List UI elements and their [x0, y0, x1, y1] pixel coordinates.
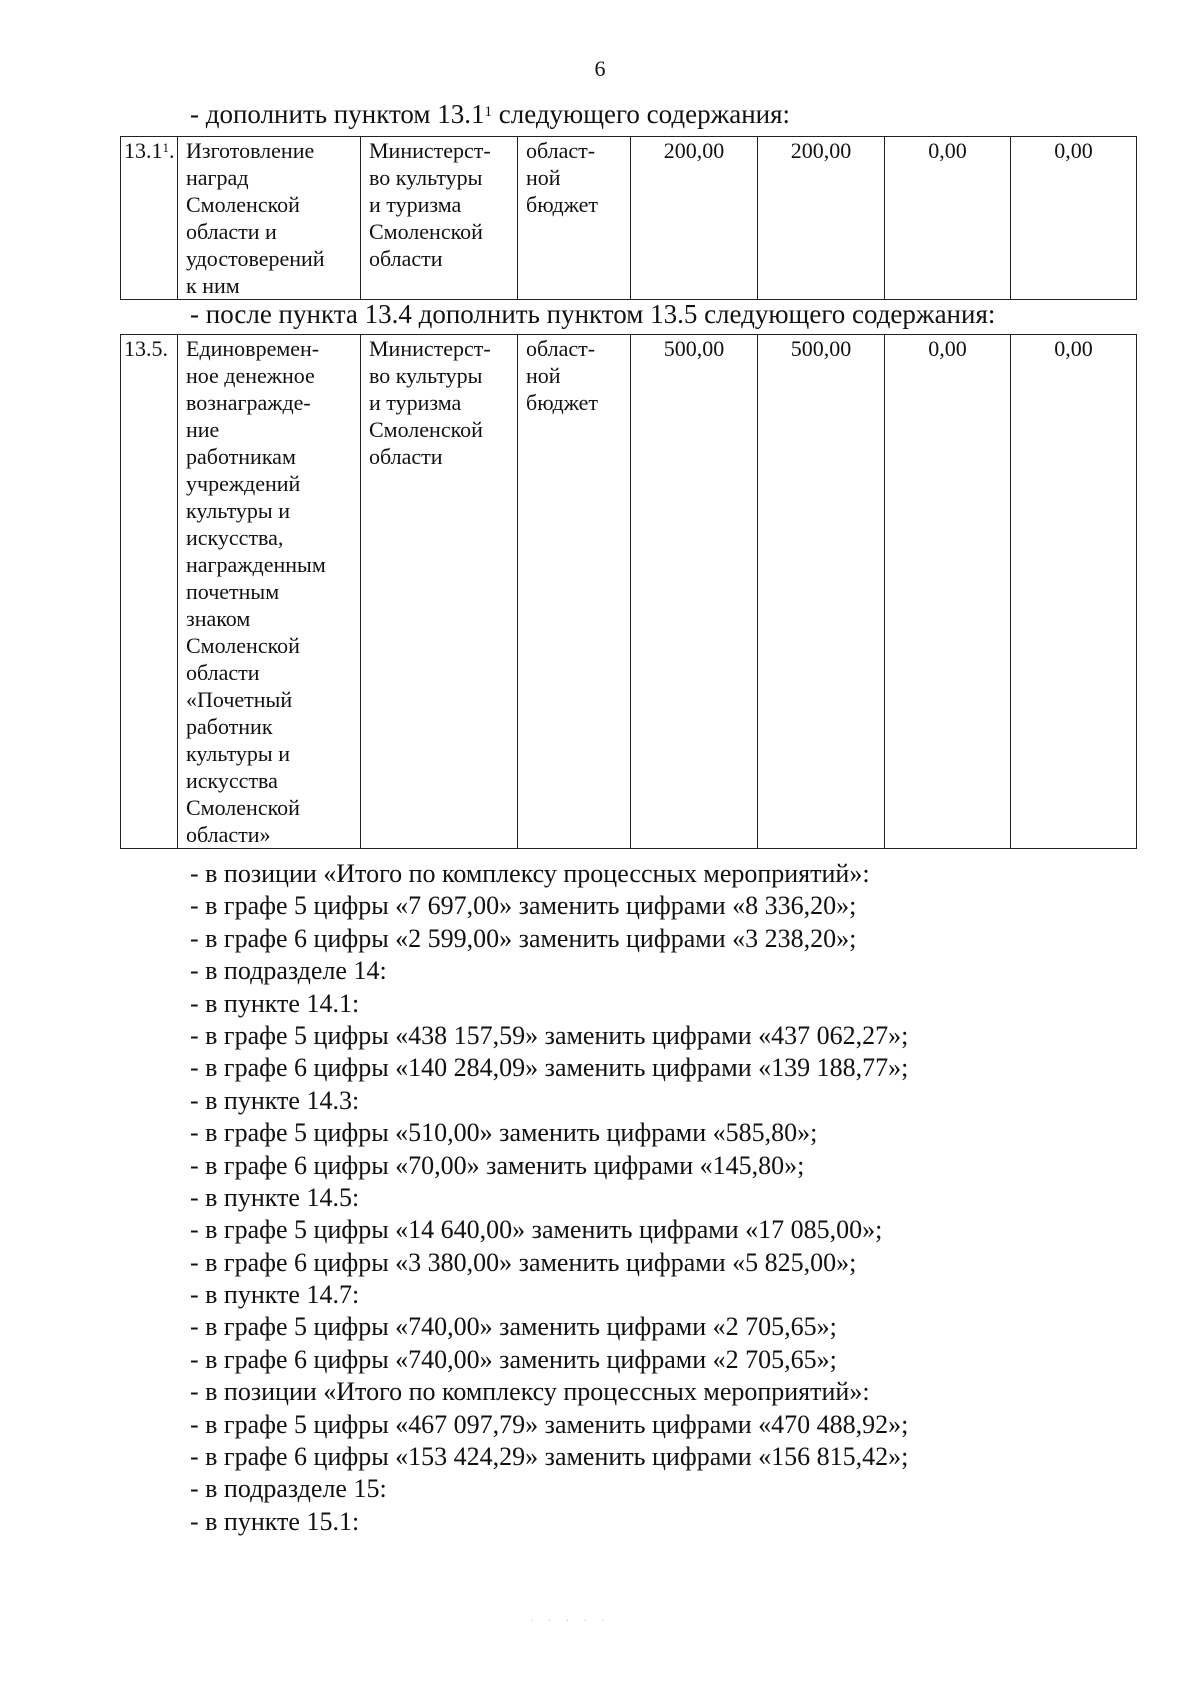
amendment-line: - в графе 5 цифры «467 097,79» заменить цифрами «470 488,92»;: [190, 1409, 909, 1439]
amendment-line: - в графе 6 цифры «3 380,00» заменить цифрами «5 825,00»;: [190, 1247, 857, 1277]
amendment-line: - в подразделе 15:: [190, 1474, 387, 1504]
amendment-line: - в графе 6 цифры «140 284,09» заменить цифрами «139 188,77»;: [190, 1053, 909, 1083]
section-b-intro: - после пункта 13.4 дополнить пунктом 13.5 следующего содержания:: [190, 299, 996, 329]
scan-artifact: · · · · ·: [530, 1616, 611, 1627]
cell-value-col6: 200,00: [758, 137, 885, 300]
amendment-line: - в графе 5 цифры «438 157,59» заменить цифрами «437 062,27»;: [190, 1020, 909, 1050]
amendment-line: - в графе 6 цифры «153 424,29» заменить цифрами «156 815,42»;: [190, 1442, 909, 1472]
amendment-line: - в подразделе 14:: [190, 956, 387, 986]
amendment-line: - в пункте 14.5:: [190, 1182, 360, 1212]
cell-value-col8: 0,00: [1011, 335, 1137, 849]
amendment-line: - в графе 5 цифры «14 640,00» заменить цифрами «17 085,00»;: [190, 1215, 883, 1245]
amendment-line: - в пункте 14.1:: [190, 988, 360, 1018]
cell-value-col5: 500,00: [631, 335, 758, 849]
amendment-line: - в пункте 15.1:: [190, 1506, 360, 1536]
amendment-line: - в графе 6 цифры «70,00» заменить цифрами «145,80»;: [190, 1150, 805, 1180]
cell-value-col7: 0,00: [885, 137, 1011, 300]
cell-source: област- ной бюджет: [518, 335, 631, 849]
amendment-line: - в позиции «Итого по комплексу процессных мероприятий»:: [190, 1377, 870, 1407]
cell-executor: Министерст- во культуры и туризма Смоленской области: [361, 335, 518, 849]
cell-name: Единовремен- ное денежное вознагражде- ние работникам учреждений культуры и искусства, награжденным почетным знаком Смоленской области «Почетный работник культуры и искусства Смоленской области»: [178, 335, 361, 849]
table-item-13-1-1: [120, 136, 1137, 300]
amendment-line: - в графе 6 цифры «2 599,00» заменить цифрами «3 238,20»;: [190, 923, 857, 953]
section-a-intro-before: - дополнить пунктом 13.1: [190, 99, 485, 129]
amendment-line: - в пункте 14.3:: [190, 1085, 360, 1115]
page-number: 6: [594, 56, 606, 81]
cell-value-col8: 0,00: [1011, 137, 1137, 300]
table-row: [121, 137, 1137, 300]
table-row: [121, 335, 1137, 849]
cell-value-col6: 500,00: [758, 335, 885, 849]
amendment-line: - в графе 5 цифры «7 697,00» заменить цифрами «8 336,20»;: [190, 891, 857, 921]
amendment-line: - в пункте 14.7:: [190, 1280, 360, 1310]
section-a-intro-after: следующего содержания:: [491, 99, 791, 129]
cell-number: 13.5.: [121, 335, 178, 849]
cell-executor: Министерст- во культуры и туризма Смоленской области: [361, 137, 518, 300]
table-item-13-5: [120, 334, 1137, 849]
amendment-list: [190, 858, 908, 1538]
cell-source: област- ной бюджет: [518, 137, 631, 300]
cell-number: 13.1$^1$.: [121, 137, 178, 300]
section-a-intro: [190, 100, 790, 128]
amendment-line: - в графе 5 цифры «510,00» заменить цифрами «585,80»;: [190, 1118, 818, 1148]
amendment-line: - в позиции «Итого по комплексу процессных мероприятий»:: [190, 859, 870, 888]
cell-name: Изготовление наград Смоленской области и удостоверений к ним: [178, 137, 361, 300]
amendment-line: - в графе 5 цифры «740,00» заменить цифрами «2 705,65»;: [190, 1312, 837, 1342]
section-a-intro-sup: 1: [484, 104, 492, 120]
cell-value-col5: 200,00: [631, 137, 758, 300]
amendment-line: - в графе 6 цифры «740,00» заменить цифрами «2 705,65»;: [190, 1344, 837, 1374]
cell-value-col7: 0,00: [885, 335, 1011, 849]
